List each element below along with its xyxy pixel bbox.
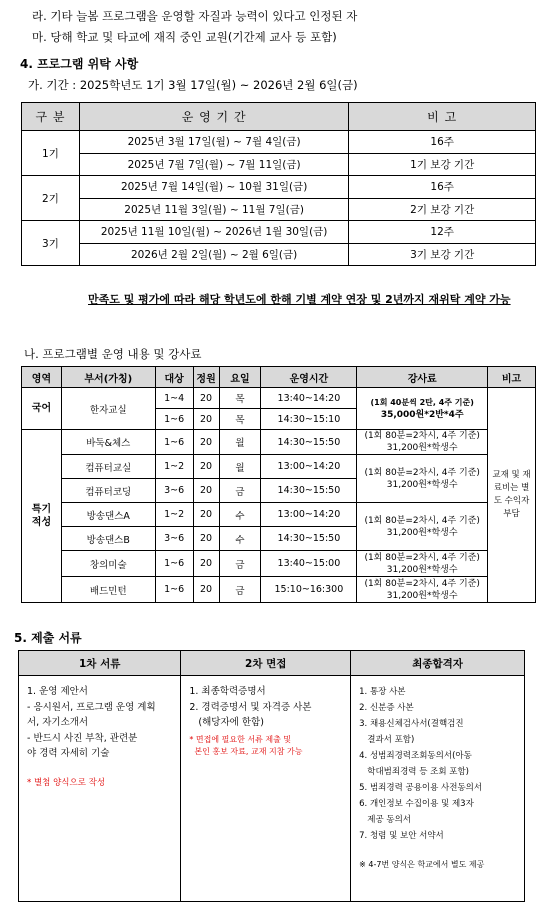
header-remark: 비고	[488, 367, 536, 388]
day-cell: 금	[219, 479, 261, 503]
remark-cell: 3기 보강 기간	[349, 243, 536, 266]
table-row	[22, 455, 536, 479]
remark-cell: 1기 보강 기간	[349, 153, 536, 176]
remark-cell: 12주	[349, 221, 536, 244]
term-table-header	[22, 103, 536, 131]
table-row	[22, 503, 536, 527]
list-item: 2. 신분증 사본	[359, 703, 414, 713]
subtitle-program-fees: 나. 프로그램별 운영 내용 및 강사료	[24, 347, 202, 361]
time-cell: 13:40~14:20	[261, 388, 357, 409]
capacity-cell: 20	[193, 503, 219, 527]
area-cell	[22, 430, 62, 603]
header-target: 대상	[155, 367, 193, 388]
fee-cell	[357, 577, 488, 603]
list-item: 서, 자기소개서	[27, 717, 89, 728]
dept-cell: 배드민턴	[61, 577, 155, 603]
table-row	[22, 430, 536, 455]
target-cell: 1~4	[155, 388, 193, 409]
header-area: 영역	[22, 367, 62, 388]
dept-cell: 방송댄스B	[61, 527, 155, 551]
text-line-ma: 마. 당해 학교 및 타교에 재직 중인 교원(기간제 교사 등 포함)	[32, 30, 337, 44]
period-cell: 2025년 7월 7일(월) ~ 7월 11일(금)	[79, 153, 348, 176]
note-line: 료비는 별	[493, 483, 530, 493]
list-item: 야 경력 자세히 기술	[27, 748, 110, 759]
period-cell: 2025년 11월 3일(월) ~ 11월 7일(금)	[79, 198, 348, 221]
table-row	[22, 153, 536, 176]
target-cell: 1~2	[155, 503, 193, 527]
area-line: 특기	[31, 504, 52, 515]
fee-amount: 31,200원*학생수	[386, 443, 458, 453]
area-cell: 국어	[22, 388, 62, 430]
list-item: 7. 청렴 및 보안 서약서	[359, 831, 444, 841]
fee-cell	[357, 430, 488, 455]
form-note: * 별첨 양식으로 작성	[27, 777, 106, 788]
fee-cell	[357, 455, 488, 503]
dept-cell: 방송댄스A	[61, 503, 155, 527]
time-cell: 14:30~15:50	[261, 430, 357, 455]
header-capacity: 정원	[193, 367, 219, 388]
note-line: 도 수익자	[493, 496, 530, 506]
term-cell: 3기	[22, 221, 80, 266]
table-row	[22, 176, 536, 199]
fee-basis: (1회 80분=2차시, 4주 기준)	[364, 552, 480, 563]
list-item: 학대범죄경력 등 조회 포함)	[359, 767, 469, 777]
time-cell: 14:30~15:50	[261, 527, 357, 551]
fee-cell	[357, 551, 488, 577]
fee-amount: 31,200원*학생수	[386, 564, 458, 575]
documents-table	[18, 650, 525, 902]
header-day: 요일	[219, 367, 261, 388]
list-item: - 응시원서, 프로그램 운영 계획	[27, 701, 156, 713]
capacity-cell: 20	[193, 430, 219, 455]
fee-basis: (1회 80분=2차시, 4주 기준)	[364, 515, 480, 526]
time-cell: 13:00~14:20	[261, 455, 357, 479]
interview-note: * 면접에 필요한 서류 제출 및	[189, 734, 292, 744]
table-row	[22, 388, 536, 409]
list-item: 6. 개인정보 수집이용 및 제3자	[359, 799, 474, 809]
time-cell: 13:40~15:00	[261, 551, 357, 577]
time-cell: 15:10~16:300	[261, 577, 357, 603]
fee-amount: 35,000원*2반*4주	[380, 409, 464, 420]
header-period: 운 영 기 간	[79, 103, 348, 131]
section-4-title: 4. 프로그램 위탁 사항	[20, 57, 139, 71]
period-line: 가. 기간 : 2025학년도 1기 3월 17일(월) ~ 2026년 2월 6일(금)	[28, 78, 358, 92]
list-item: 결과서 포함)	[359, 735, 415, 745]
time-cell: 13:00~14:20	[261, 503, 357, 527]
final-footer-note: ※ 4-7번 양식은 학교에서 별도 제공	[359, 860, 485, 869]
day-cell: 목	[219, 388, 261, 409]
final-cell	[351, 676, 525, 902]
remark-cell: 16주	[349, 176, 536, 199]
table-row	[22, 221, 536, 244]
target-cell: 3~6	[155, 527, 193, 551]
target-cell: 1~6	[155, 577, 193, 603]
dept-cell: 창의미술	[61, 551, 155, 577]
capacity-cell: 20	[193, 577, 219, 603]
list-item: 1. 통장 사본	[359, 687, 406, 697]
list-item: 2. 경력증명서 및 자격증 사본	[189, 701, 312, 713]
program-table	[21, 366, 536, 603]
fee-basis: (1회 80분=2차시, 4주 기준)	[364, 467, 480, 478]
list-item: - 반드시 사진 부착, 관련분	[27, 732, 138, 744]
fee-amount: 31,200원*학생수	[386, 527, 458, 538]
list-item: 1. 최종학력증명서	[189, 686, 266, 697]
term-cell: 2기	[22, 176, 80, 221]
time-cell: 14:30~15:10	[261, 409, 357, 430]
time-cell: 14:30~15:50	[261, 479, 357, 503]
capacity-cell: 20	[193, 551, 219, 577]
day-cell: 월	[219, 455, 261, 479]
section-5-title: 5. 제출 서류	[14, 631, 82, 645]
header-fee: 강사료	[357, 367, 488, 388]
day-cell: 수	[219, 503, 261, 527]
dept-cell: 컴퓨터코딩	[61, 479, 155, 503]
table-row	[22, 131, 536, 154]
day-cell: 목	[219, 409, 261, 430]
table-row	[22, 577, 536, 603]
period-cell: 2025년 7월 14일(월) ~ 10월 31일(금)	[79, 176, 348, 199]
renewal-notice: 만족도 및 평가에 따라 해당 학년도에 한해 기별 계약 연장 및 2년까지 재위탁 계약 가능	[88, 293, 511, 306]
capacity-cell: 20	[193, 455, 219, 479]
fee-amount: 31,200원*학생수	[386, 479, 458, 490]
documents-table-header	[19, 651, 525, 676]
remark-cell: 16주	[349, 131, 536, 154]
fee-cell	[357, 503, 488, 551]
fee-basis: (1회 80분=2차시, 4주 기준)	[364, 431, 480, 441]
fee-basis: (1회 40분씩 2탄, 4주 기준)	[370, 397, 474, 407]
dept-cell: 한자교실	[61, 388, 155, 430]
header-interview: 2차 면접	[181, 651, 351, 676]
term-cell: 1기	[22, 131, 80, 176]
table-row	[22, 551, 536, 577]
target-cell: 3~6	[155, 479, 193, 503]
text-line-ra: 라. 기타 늘봄 프로그램을 운영할 자질과 능력이 있다고 인정된 자	[32, 9, 358, 23]
list-item: 4. 성범죄경력조회동의서(아동	[359, 751, 472, 761]
day-cell: 금	[219, 551, 261, 577]
header-first-docs: 1차 서류	[19, 651, 181, 676]
table-row	[19, 676, 525, 902]
list-item: 1. 운영 제안서	[27, 686, 88, 697]
header-dept: 부서(가칭)	[61, 367, 155, 388]
list-item: 3. 채용신체검사서(결핵검진	[359, 719, 464, 729]
list-item: 제공 동의서	[359, 815, 412, 825]
day-cell: 월	[219, 430, 261, 455]
first-docs-cell	[19, 676, 181, 902]
dept-cell: 컴퓨터교실	[61, 455, 155, 479]
fee-basis: (1회 80분=2차시, 4주 기준)	[364, 578, 480, 589]
period-cell: 2026년 2월 2일(월) ~ 2월 6일(금)	[79, 243, 348, 266]
header-time: 운영시간	[261, 367, 357, 388]
list-item: 5. 범죄경력 공용이용 사전동의서	[359, 783, 483, 793]
note-line: 부담	[503, 509, 520, 519]
interview-note: 본인 홍보 자료, 교재 지참 가능	[189, 746, 303, 756]
note-line: 교재 및 재	[492, 470, 531, 480]
dept-cell: 바둑&체스	[61, 430, 155, 455]
capacity-cell: 20	[193, 409, 219, 430]
day-cell: 수	[219, 527, 261, 551]
fee-amount: 31,200원*학생수	[386, 590, 458, 601]
interview-cell	[181, 676, 351, 902]
period-cell: 2025년 3월 17일(월) ~ 7월 4일(금)	[79, 131, 348, 154]
table-row	[22, 243, 536, 266]
table-row	[22, 198, 536, 221]
capacity-cell: 20	[193, 388, 219, 409]
fee-cell	[357, 388, 488, 430]
period-cell: 2025년 11월 10일(월) ~ 2026년 1월 30일(금)	[79, 221, 348, 244]
target-cell: 1~6	[155, 551, 193, 577]
area-line: 적성	[31, 517, 52, 528]
header-remark: 비 고	[349, 103, 536, 131]
term-table	[21, 102, 536, 266]
header-division: 구 분	[22, 103, 80, 131]
header-final: 최종합격자	[351, 651, 525, 676]
day-cell: 금	[219, 577, 261, 603]
target-cell: 1~2	[155, 455, 193, 479]
target-cell: 1~6	[155, 409, 193, 430]
capacity-cell: 20	[193, 479, 219, 503]
capacity-cell: 20	[193, 527, 219, 551]
target-cell: 1~6	[155, 430, 193, 455]
list-item: (해당자에 한함)	[189, 717, 264, 728]
program-table-header	[22, 367, 536, 388]
remark-cell	[488, 388, 536, 603]
remark-cell: 2기 보강 기간	[349, 198, 536, 221]
